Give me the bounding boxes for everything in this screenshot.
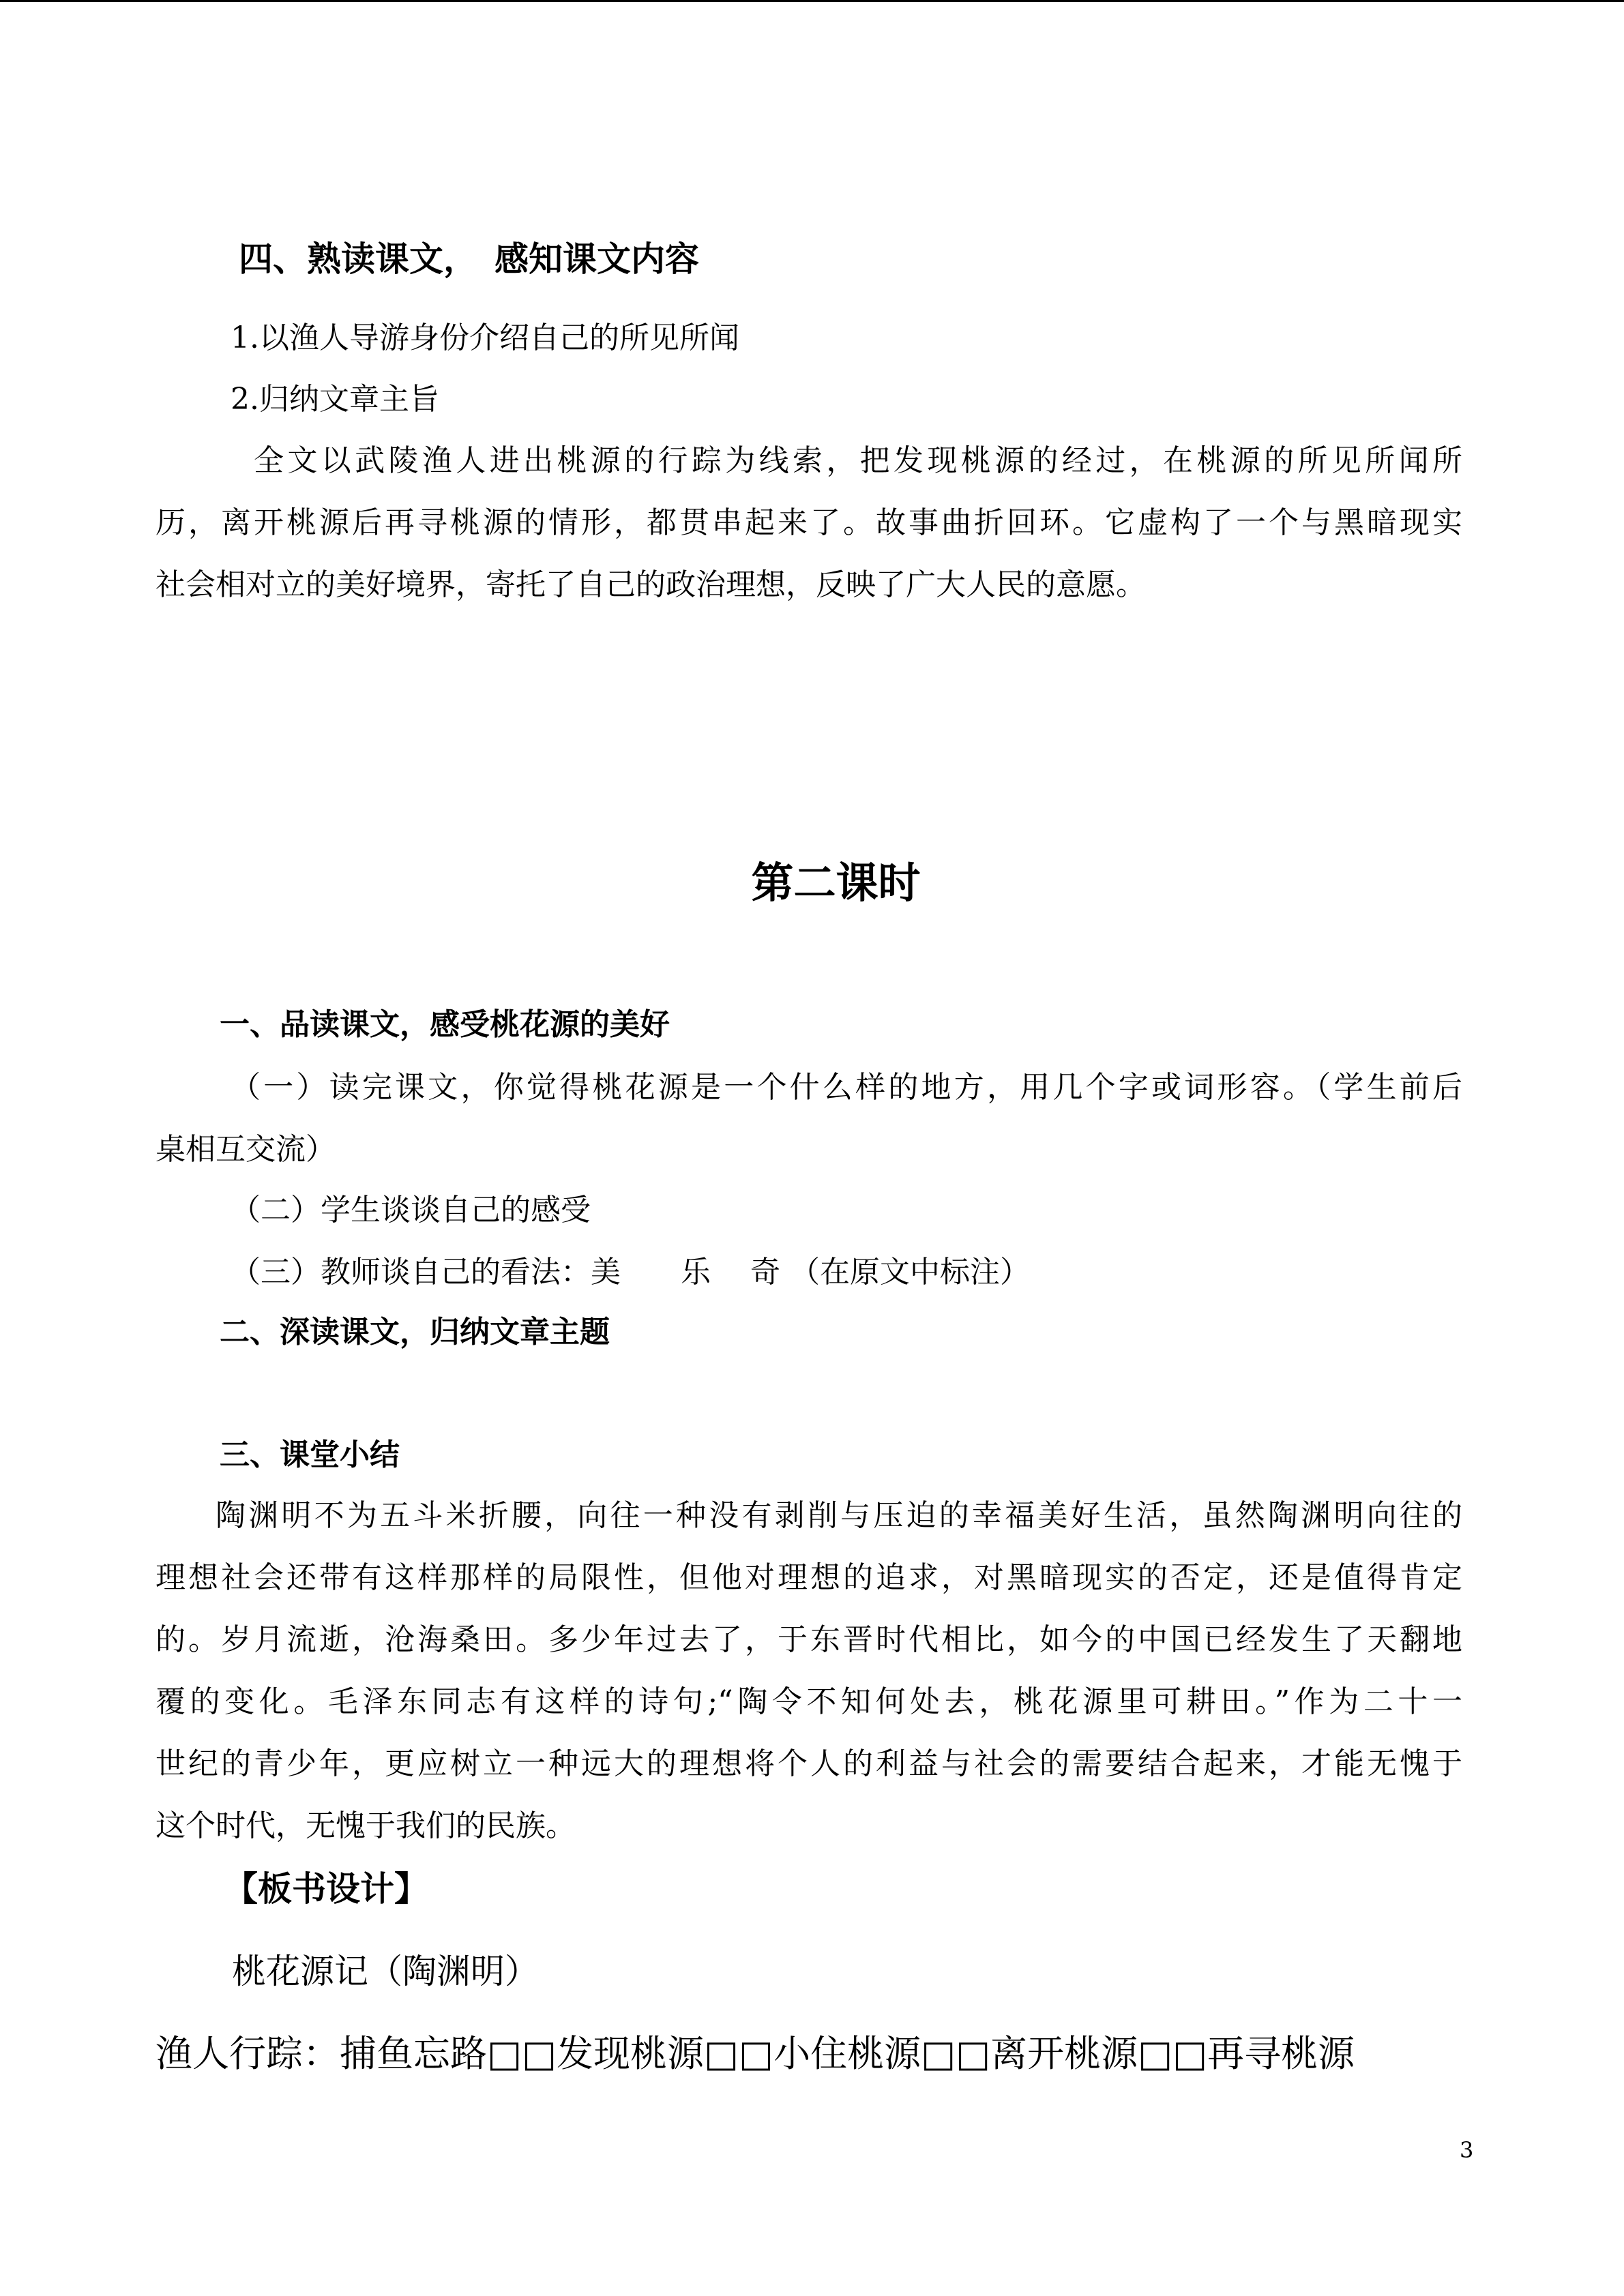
theme-line-1: 全文以武陵渔人进出桃源的行踪为线索，把发现桃源的经过，在桃源的所见所闻所: [254, 443, 1462, 478]
lesson-title: 第二课时: [751, 858, 921, 908]
part-two-heading: 二、深读课文，归纳文章主题: [220, 1315, 610, 1350]
question-1-line-2: 桌相互交流）: [156, 1132, 336, 1167]
section-four-heading: 四、熟读课文， 感知课文内容: [239, 239, 699, 279]
board-heading: 【板书设计】: [224, 1868, 428, 1909]
question-3: （三）教师谈自己的看法：美 乐 奇 （在原文中标注）: [231, 1255, 1030, 1289]
summary-line: 这个时代，无愧于我们的民族。: [156, 1808, 576, 1843]
question-1-line-1: （一）读完课文，你觉得桃花源是一个什么样的地方，用几个字或词形容。（学生前后: [231, 1070, 1462, 1105]
part-one-heading: 一、品读课文，感受桃花源的美好: [220, 1007, 670, 1042]
item-1: 1.以渔人导游身份介绍自己的所见所闻: [231, 320, 739, 355]
question-2: （二）学生谈谈自己的感受: [231, 1193, 591, 1227]
summary-line: 的。岁月流逝，沧海桑田。多少年过去了，于东晋时代相比，如今的中国已经发生了天翻地: [156, 1622, 1462, 1657]
page-number: 3: [1460, 2137, 1474, 2163]
summary-line: 理想社会还带有这样那样的局限性，但他对理想的追求，对黑暗现实的否定，还是值得肯定: [156, 1560, 1462, 1595]
board-title: 桃花源记（陶渊明）: [232, 1952, 539, 1991]
theme-line-3: 社会相对立的美好境界，寄托了自己的政治理想，反映了广大人民的意愿。: [156, 567, 1146, 602]
page-top-border: [0, 0, 1624, 2]
summary-line: 覆的变化。毛泽东同志有这样的诗句;“陶令不知何处去，桃花源里可耕田。”作为二十一: [156, 1684, 1462, 1719]
summary-line: 世纪的青少年，更应树立一种远大的理想将个人的利益与社会的需要结合起来，才能无愧于: [156, 1746, 1462, 1781]
part-three-heading: 三、课堂小结: [220, 1437, 400, 1472]
item-2: 2.归纳文章主旨: [231, 382, 439, 417]
summary-line: 陶渊明不为五斗米折腰，向往一种没有剥削与压迫的幸福美好生活，虽然陶渊明向往的: [216, 1498, 1462, 1533]
theme-line-2: 历，离开桃源后再寻桃源的情形，都贯串起来了。故事曲折回环。它虚构了一个与黑暗现实: [156, 505, 1462, 540]
board-trace-line: 渔人行踪：捕鱼忘路□□发现桃源□□小住桃源□□离开桃源□□再寻桃源: [156, 2032, 1355, 2075]
